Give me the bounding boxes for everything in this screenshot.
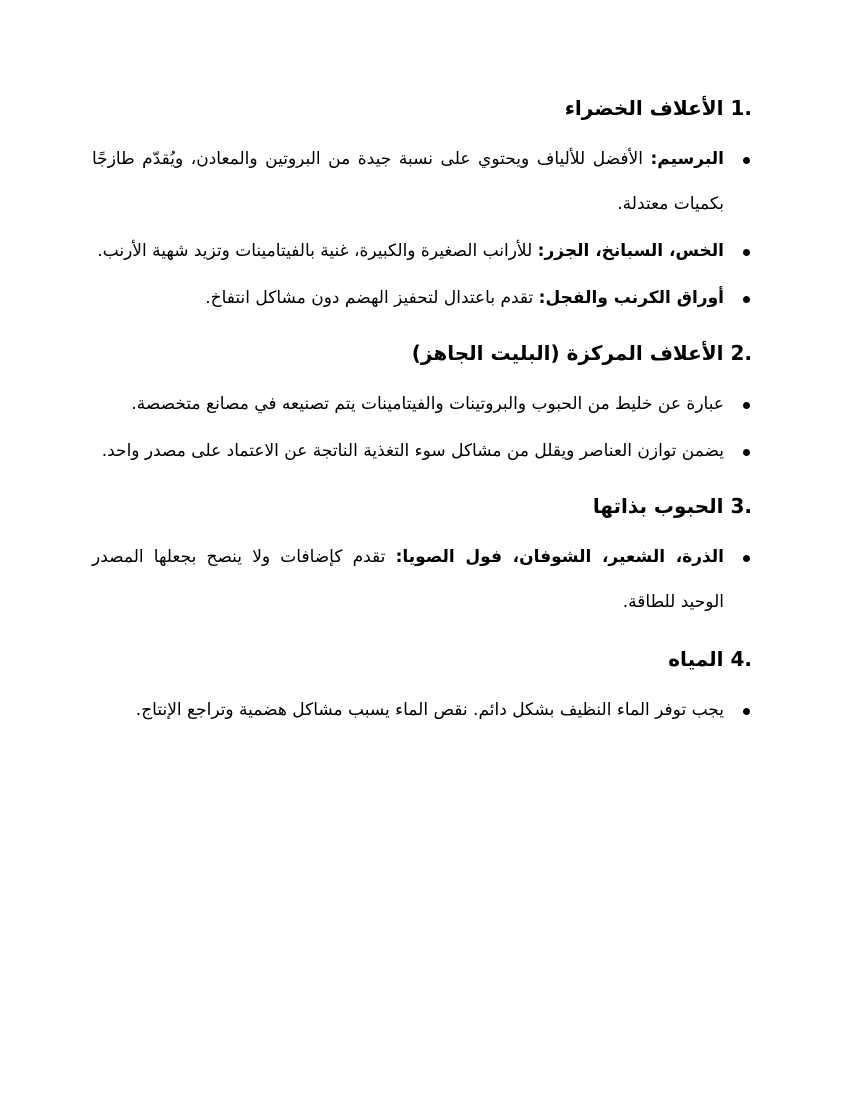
section-number: 1. (730, 96, 752, 120)
section-title: الأعلاف الخضراء (564, 96, 724, 120)
bullet-icon (743, 296, 750, 303)
section-title: الحبوب بذاتها (592, 494, 724, 518)
list-item (92, 276, 758, 321)
section-heading (92, 92, 758, 124)
item-text: تقدم باعتدال لتحفيز الهضم دون مشاكل انتفاخ. (205, 288, 539, 308)
section-title: المياه (668, 647, 724, 671)
item-text: يضمن توازن العناصر ويقلل من مشاكل سوء التغذية الناتجة عن الاعتماد على مصدر واحد. (101, 441, 724, 461)
section-heading (92, 490, 758, 522)
section-heading (92, 643, 758, 675)
bullet-icon (743, 249, 750, 256)
bullet-list (92, 382, 758, 474)
bullet-icon (743, 157, 750, 164)
bullet-icon (743, 555, 750, 562)
list-item (92, 229, 758, 274)
item-text: عبارة عن خليط من الحبوب والبروتينات والفيتامينات يتم تصنيعه في مصانع متخصصة. (131, 394, 724, 414)
bullet-list (92, 688, 758, 733)
section-number: 3. (730, 494, 752, 518)
section-heading (92, 337, 758, 369)
item-text: الأفضل للألياف ويحتوي على نسبة جيدة من البروتين والمعادن، ويُقدّم طازجًا بكميات معتدلة. (92, 149, 724, 214)
section-green-fodder (92, 92, 758, 321)
section-grains (92, 490, 758, 625)
item-text: للأرانب الصغيرة والكبيرة، غنية بالفيتامينات وتزيد شهية الأرنب. (97, 241, 538, 261)
item-lead: الذرة، الشعير، الشوفان، فول الصويا: (395, 547, 725, 567)
bullet-icon (743, 449, 750, 456)
list-item (92, 137, 758, 227)
bullet-list (92, 137, 758, 321)
section-concentrated-feed (92, 337, 758, 474)
section-number: 2. (730, 341, 752, 365)
list-item (92, 688, 758, 733)
section-water (92, 643, 758, 733)
item-lead: أوراق الكرنب والفجل: (538, 288, 724, 308)
item-lead: الخس، السبانخ، الجزر: (537, 241, 724, 261)
list-item (92, 382, 758, 427)
item-text: تقدم كإضافات ولا ينصح بجعلها المصدر الوحيد للطاقة. (92, 547, 724, 612)
bullet-list (92, 535, 758, 625)
list-item (92, 535, 758, 625)
item-lead: البرسيم: (650, 149, 724, 169)
section-number: 4. (730, 647, 752, 671)
list-item (92, 429, 758, 474)
bullet-icon (743, 708, 750, 715)
bullet-icon (743, 402, 750, 409)
item-text: يجب توفر الماء النظيف بشكل دائم. نقص الماء يسبب مشاكل هضمية وتراجع الإنتاج. (135, 700, 724, 720)
section-title: الأعلاف المركزة (البليت الجاهز) (411, 341, 724, 365)
